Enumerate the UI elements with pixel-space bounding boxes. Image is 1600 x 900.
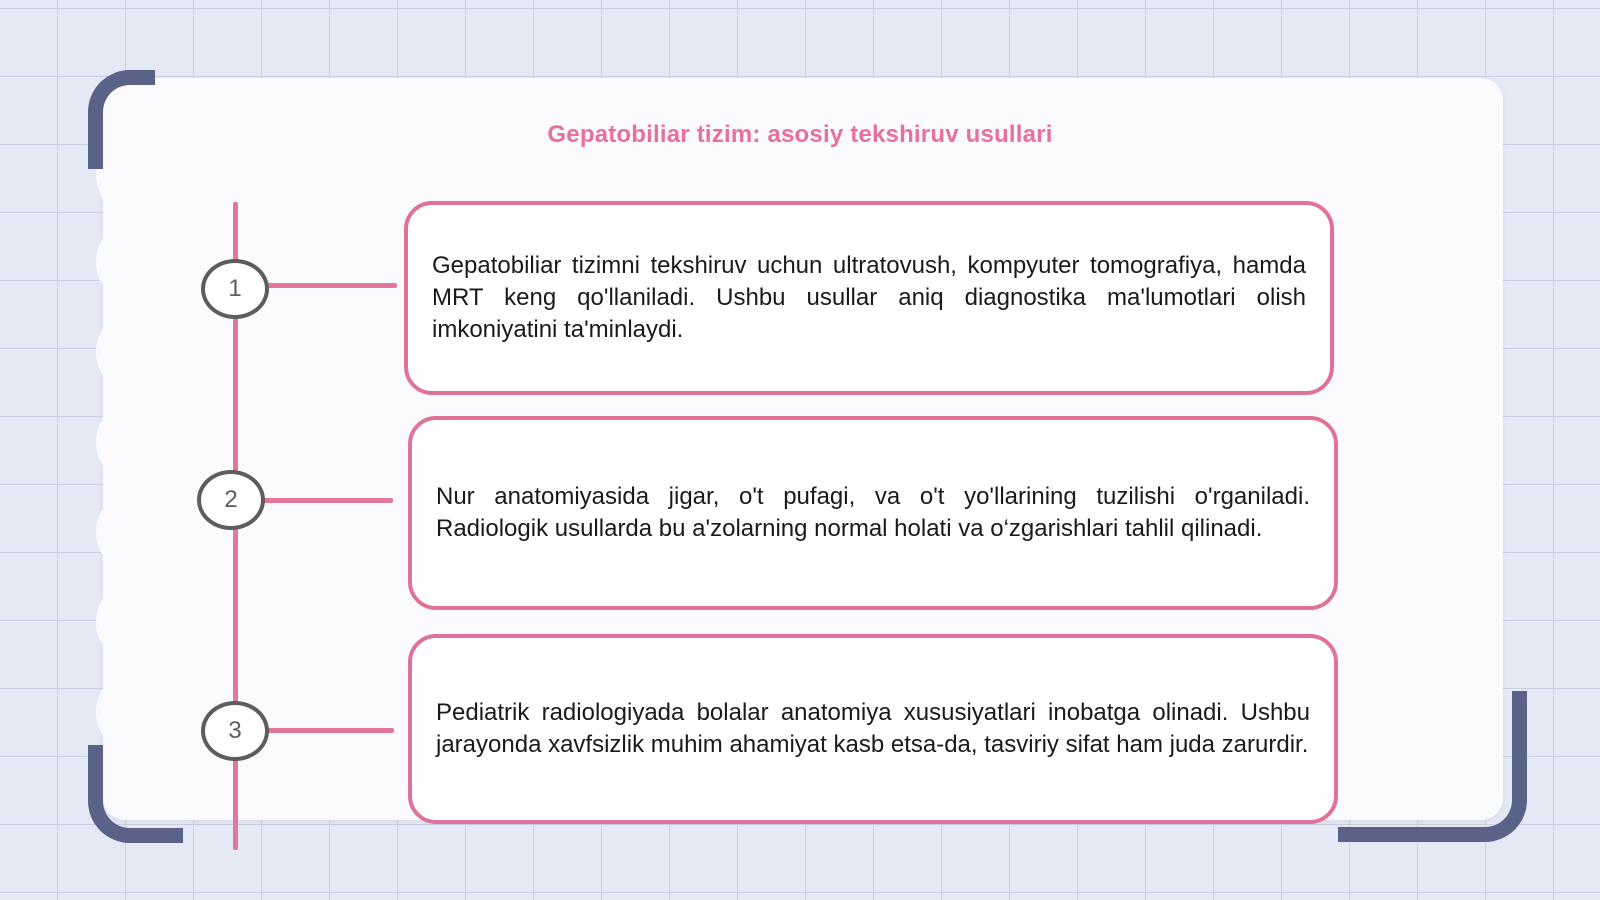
info-box-2 — [408, 416, 1338, 610]
paper-scallop — [96, 325, 126, 379]
paper-scallop — [96, 415, 126, 469]
paper-scallop — [96, 505, 126, 559]
timeline-connector-1 — [264, 283, 397, 288]
page-title: Gepatobiliar tizim: asosiy tekshiruv usullari — [547, 121, 1053, 148]
info-box-1 — [404, 201, 1334, 395]
timeline-connector-2 — [260, 498, 393, 503]
info-box-3 — [408, 634, 1338, 824]
step-number-1: 1 — [201, 259, 269, 319]
step-number-2: 2 — [197, 470, 265, 530]
info-box-text: Pediatrik radiologiyada bolalar anatomiya xususiyatlari inobatga olinadi. Ushbu jarayonda xavfsizlik muhim ahamiyat kasb etsa-da, tasviriy sifat ham juda zarurdir. — [436, 699, 1310, 758]
info-box-text: Nur anatomiyasida jigar, o't pufagi, va o't yo'llarining tuzilishi o'rganiladi. Radiologik usullarda bu a'zolarning normal holati va o‘zgarishlari tahlil qilinadi. — [436, 483, 1310, 542]
corner-bracket-bottom-right — [1338, 691, 1527, 842]
timeline-connector-3 — [264, 728, 394, 733]
corner-bracket-top-left — [88, 70, 155, 169]
corner-bracket-bottom-left — [88, 745, 183, 843]
paper-scallop — [96, 235, 126, 289]
info-box-text: Gepatobiliar tizimni tekshiruv uchun ultratovush, kompyuter tomografiya, hamda MRT keng qo'llaniladi. Ushbu usullar aniq diagnostika ma'lumotlari olish imkoniyatini ta'minlaydi. — [432, 252, 1306, 343]
paper-scallop — [96, 595, 126, 649]
step-number-3: 3 — [201, 701, 269, 761]
paper-scallop — [96, 685, 126, 739]
